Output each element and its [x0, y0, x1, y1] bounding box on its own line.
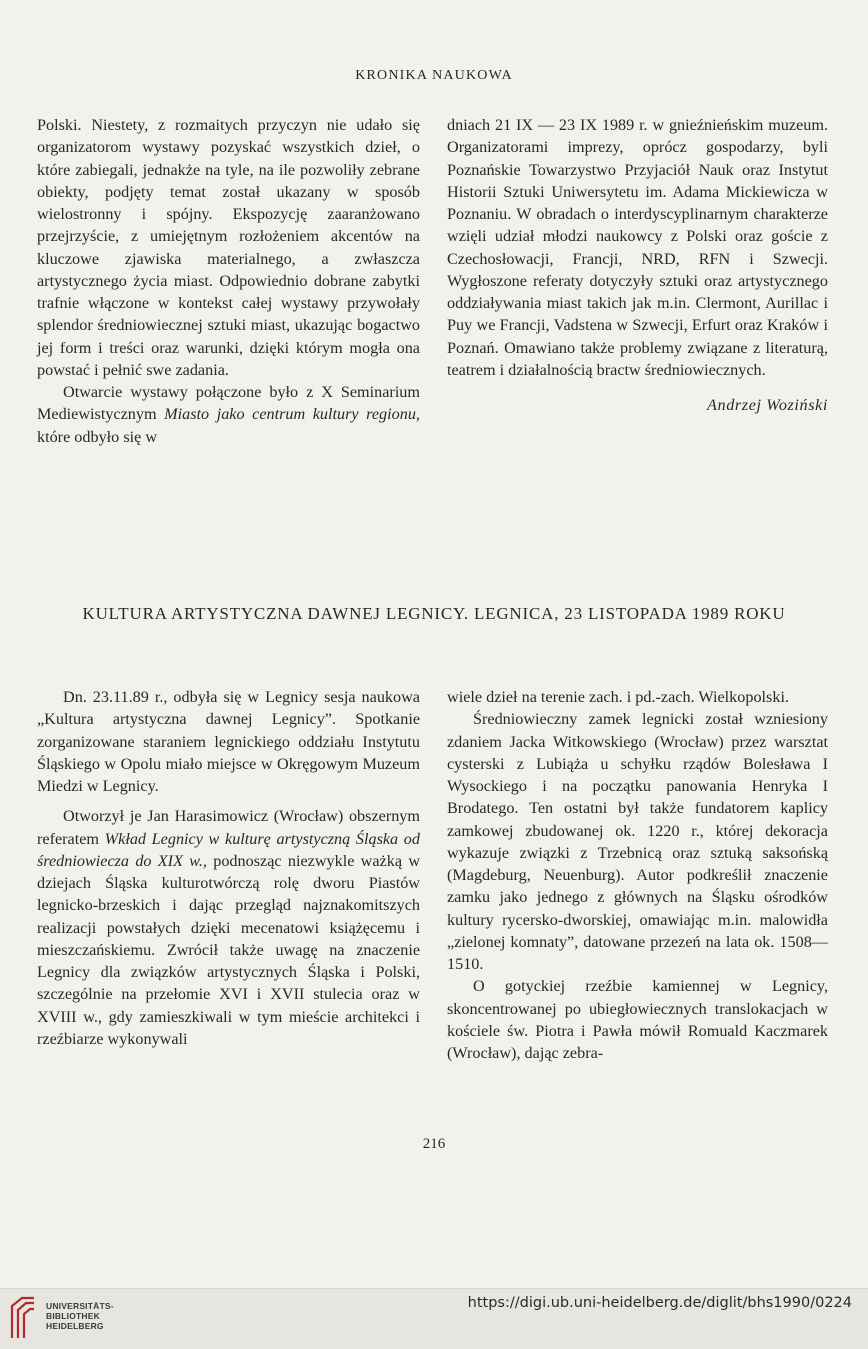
page-number: 216 — [422, 1136, 446, 1152]
article1-left-column — [37, 114, 420, 448]
logo-line: UNIVERSITÄTS- — [46, 1301, 114, 1311]
seminar-title: Miasto jako centrum kultury regionu, — [164, 405, 420, 424]
article2-paragraph-2 — [37, 805, 420, 1050]
library-logo-icon — [8, 1294, 38, 1340]
running-head: KRONIKA NAUKOWA — [355, 68, 513, 83]
text-run: Otwarcie wystawy połączone było z X Seminarium Mediewistycznym — [37, 383, 420, 424]
section-title: KULTURA ARTYSTYCZNA DAWNEJ LEGNICY. LEGNICA, 23 LISTOPADA 1989 ROKU — [82, 604, 786, 623]
article2-paragraph-4: Średniowieczny zamek legnicki został wzniesiony zdaniem Jacka Witkowskiego (Wrocław) przez warsztat cysterski z Lubiąża u schyłku rządów Bolesława I Wysockiego i na początku panowania Henryka I Brodatego. Ten ostatni był także fundatorem kaplicy zamkowej zbudowanej ok. 1220 r., której dekoracja wykazuje związki z Trzebnicą oraz sztuką saksońską (Magdeburg, Neuenburg). Autor podkreślił znaczenie zamku jako jednego z głównych na Śląsku ośrodków kultury rycersko-dworskiej, omawiając m.in. malowidła „zielonej komnaty”, datowane przezeń na lata ok. 1508—1510. — [447, 710, 828, 973]
article1-paragraph-3: dniach 21 IX — 23 IX 1989 r. w gnieźnieńskim muzeum. Organizatorami imprezy, oprócz gospodarzy, byli Poznańskie Towarzystwo Przyjaciół Nauk oraz Instytut Historii Sztuki Uniwersytetu im. Adama Mickiewicza w Poznaniu. W obradach o interdyscyplinarnym charakterze wzięli udział młodzi naukowcy z Polski oraz goście z Czechosłowacji, Francji, NRD, RFN i Szwecji. Wygłoszone referaty dotyczyły sztuki oraz artystycznego oddziaływania miast takich jak m.in. Clermont, Aurillac i Puy we Francji, Vadstena w Szwecji, Erfurt oraz Kraków i Poznań. Omawiano także problemy związane z literaturą, teatrem i działalnością bractw średniowiecznych. — [447, 116, 828, 379]
article2-paragraph-1: Dn. 23.11.89 r., odbyła się w Legnicy sesja naukowa „Kultura artystyczna dawnej Legnicy”. Spotkanie zorganizowane staraniem legnickiego oddziału Instytutu Śląskiego w Opolu miało miejsce w Okręgowym Muzeum Miedzi w Legnicy. — [37, 688, 420, 795]
logo-line: BIBLIOTHEK — [46, 1311, 100, 1321]
logo-line: HEIDELBERG — [46, 1321, 104, 1331]
text-run: Otworzył je Jan Harasimowicz (Wrocław) obszernym referatem — [37, 807, 420, 848]
paragraph-gap — [37, 797, 420, 805]
article2-right-column — [447, 686, 828, 1064]
permalink-url[interactable]: https://digi.ub.uni-heidelberg.de/diglit/bhs1990/0224 — [467, 1295, 852, 1311]
text-run: podnosząc niezwykle ważką w dziejach Śląska kulturotwórczą rolę dworu Piastów legnicko-brzeskich i dając przegląd najznakomitszych realizacji powstałych dzięki mecenatowi książęcemu i mieszczańskiemu. Zwrócił także uwagę na znaczenie Legnicy dla związków artystycznych Śląska i Polski, szczególnie na przełomie XVI i XVII stulecia oraz w XVIII w., gdy zamieszkiwali w tym mieście architekci i rzeźbiarze wykonywali — [37, 851, 421, 1048]
library-logo-text — [46, 1301, 114, 1331]
article2-left-column — [37, 686, 420, 1050]
lecture-title: Wkład Legnicy w kulturę artystyczną Śląska od średniowiecza do XIX w., — [37, 829, 420, 870]
article1-right-column — [447, 114, 828, 416]
article1-paragraph-1: Polski. Niestety, z rozmaitych przyczyn nie udało się organizatorom wystawy pozyskać wszystkich dzieł, o które zabiegali, jednakże na tyle, na ile pozwoliły zebrane obiekty, podjęty temat został ukazany w sposób wielostronny i spójny. Ekspozycję zaaranżowano przejrzyście, z umiejętnym rozłożeniem akcentów na kluczowe zjawiska materialnego, a zwłaszcza artystycznego życia miast. Odpowiednio dobrane zabytki trafnie włączone w kontekst całej wystawy przywołały splendor średniowiecznej sztuki miast, ukazując bogactwo jej form i treści oraz warunki, dzięki którym mogła ona powstać i pełnić swe zadania. — [37, 116, 420, 379]
article2-paragraph-5: O gotyckiej rzeźbie kamiennej w Legnicy, skoncentrowanej po ubiegłowiecznych translokacjach w kościele św. Piotra i Pawła mówił Romuald Kaczmarek (Wrocław), dając zebra- — [447, 977, 828, 1062]
author-signature: Andrzej Woziński — [707, 396, 828, 414]
article1-paragraph-2 — [37, 381, 420, 448]
article2-paragraph-3: wiele dzieł na terenie zach. i pd.-zach. Wielkopolski. — [447, 688, 789, 706]
text-run: które odbyło się w — [37, 427, 158, 446]
